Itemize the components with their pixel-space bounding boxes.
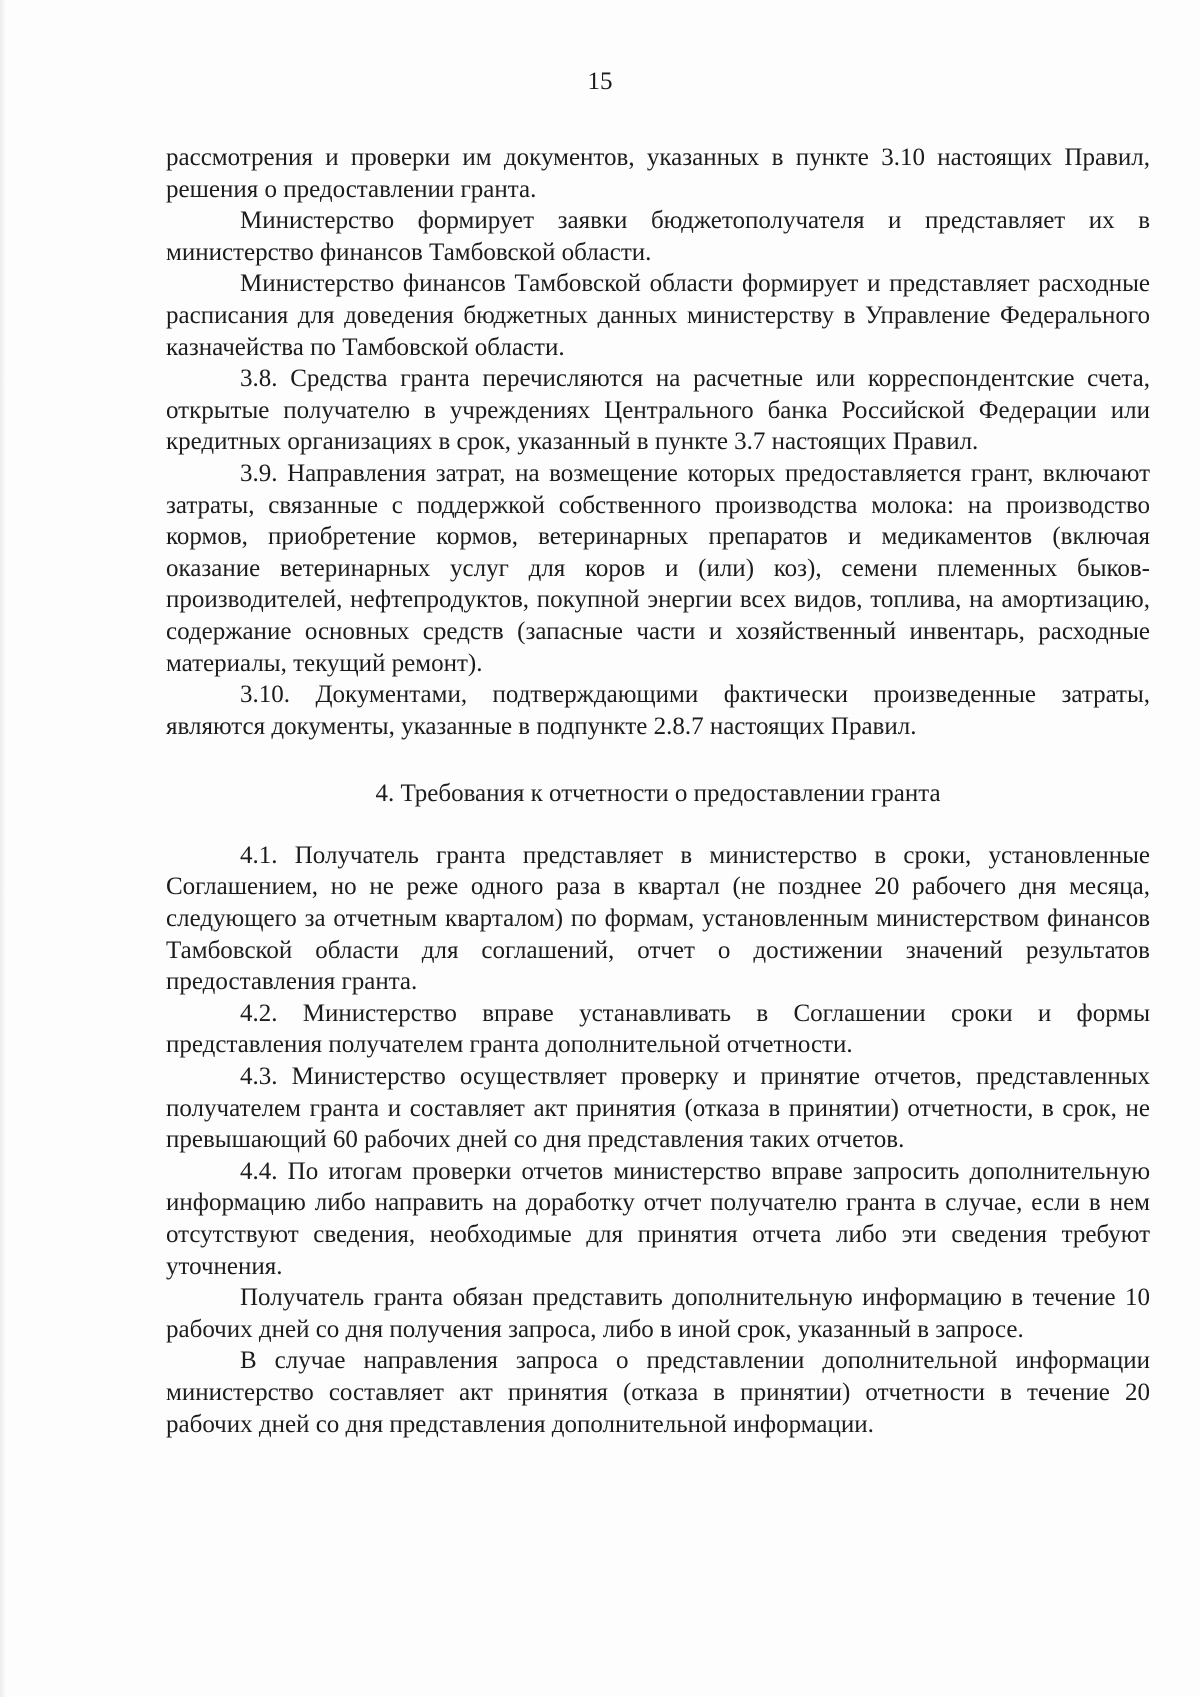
scan-edge-shadow bbox=[0, 0, 6, 1697]
section-heading: 4. Требования к отчетности о предоставлении гранта bbox=[375, 780, 941, 808]
paragraph-request-case: В случае направления запроса о представлении дополнительной информации министерство составляет акт принятия (отказа в принятии) отчетности в течение 20 рабочих дней со дня представления дополнительной информации. bbox=[166, 1347, 1150, 1438]
document-body bbox=[166, 142, 1150, 1440]
page-number: 15 bbox=[587, 68, 613, 95]
paragraph-4-4: 4.4. По итогам проверки отчетов министерство вправе запросить дополнительную информацию либо направить на доработку отчет получателю гранта в случае, если в нем отсутствуют сведения, необходимые для принятия отчета либо эти сведения требуют уточнения. bbox=[166, 1157, 1150, 1280]
paragraph-3-9: 3.9. Направления затрат, на возмещение которых предоставляется грант, включают затраты, связанные с поддержкой собственного производства молока: на производство кормов, приобретение кормов, ветеринарных препаратов и медикаментов (включая оказание ветеринарных услуг для коров и (или) коз), семени племенных быков-производителей, нефтепродуктов, покупной энергии всех видов, топлива, на амортизацию, содержание основных средств (запасные части и хозяйственный инвентарь, расходные материалы, текущий ремонт). bbox=[166, 459, 1150, 677]
paragraph-4-2: 4.2. Министерство вправе устанавливать в Соглашении сроки и формы представления получателем гранта дополнительной отчетности. bbox=[166, 999, 1150, 1059]
paragraph-3-10: 3.10. Документами, подтверждающими фактически произведенные затраты, являются документы, указанные в подпункте 2.8.7 настоящих Правил. bbox=[166, 681, 1150, 740]
paragraph-ministry-applications: Министерство формирует заявки бюджетополучателя и представляет их в министерство финансов Тамбовской области. bbox=[166, 207, 1150, 266]
paragraph-continuation: рассмотрения и проверки им документов, указанных в пункте 3.10 настоящих Правил, решения о предоставлении гранта. bbox=[166, 144, 1150, 203]
paragraph-4-1: 4.1. Получатель гранта представляет в министерство в сроки, установленные Соглашением, но не реже одного раза в квартал (не позднее 20 рабочего дня месяца, следующего за отчетным кварталом) по формам, установленным министерством финансов Тамбовской области для соглашений, отчет о достижении значений результатов предоставления гранта. bbox=[166, 841, 1150, 996]
paragraph-4-3: 4.3. Министерство осуществляет проверку и принятие отчетов, представленных получателем гранта и составляет акт принятия (отказа в принятии) отчетности, в срок, не превышающий 60 рабочих дней со дня представления таких отчетов. bbox=[166, 1063, 1150, 1154]
paragraph-finance-ministry: Министерство финансов Тамбовской области формирует и представляет расходные расписания для доведения бюджетных данных министерству в Управление Федерального казначейства по Тамбовской области. bbox=[166, 270, 1150, 361]
paragraph-additional-info: Получатель гранта обязан представить дополнительную информацию в течение 10 рабочих дней со дня получения запроса, либо в иной срок, указанный в запросе. bbox=[166, 1284, 1150, 1343]
paragraph-3-8: 3.8. Средства гранта перечисляются на расчетные или корреспондентские счета, открытые получателю в учреждениях Центрального банка Российской Федерации или кредитных организациях в срок, указанный в пункте 3.7 настоящих Правил. bbox=[166, 365, 1150, 456]
